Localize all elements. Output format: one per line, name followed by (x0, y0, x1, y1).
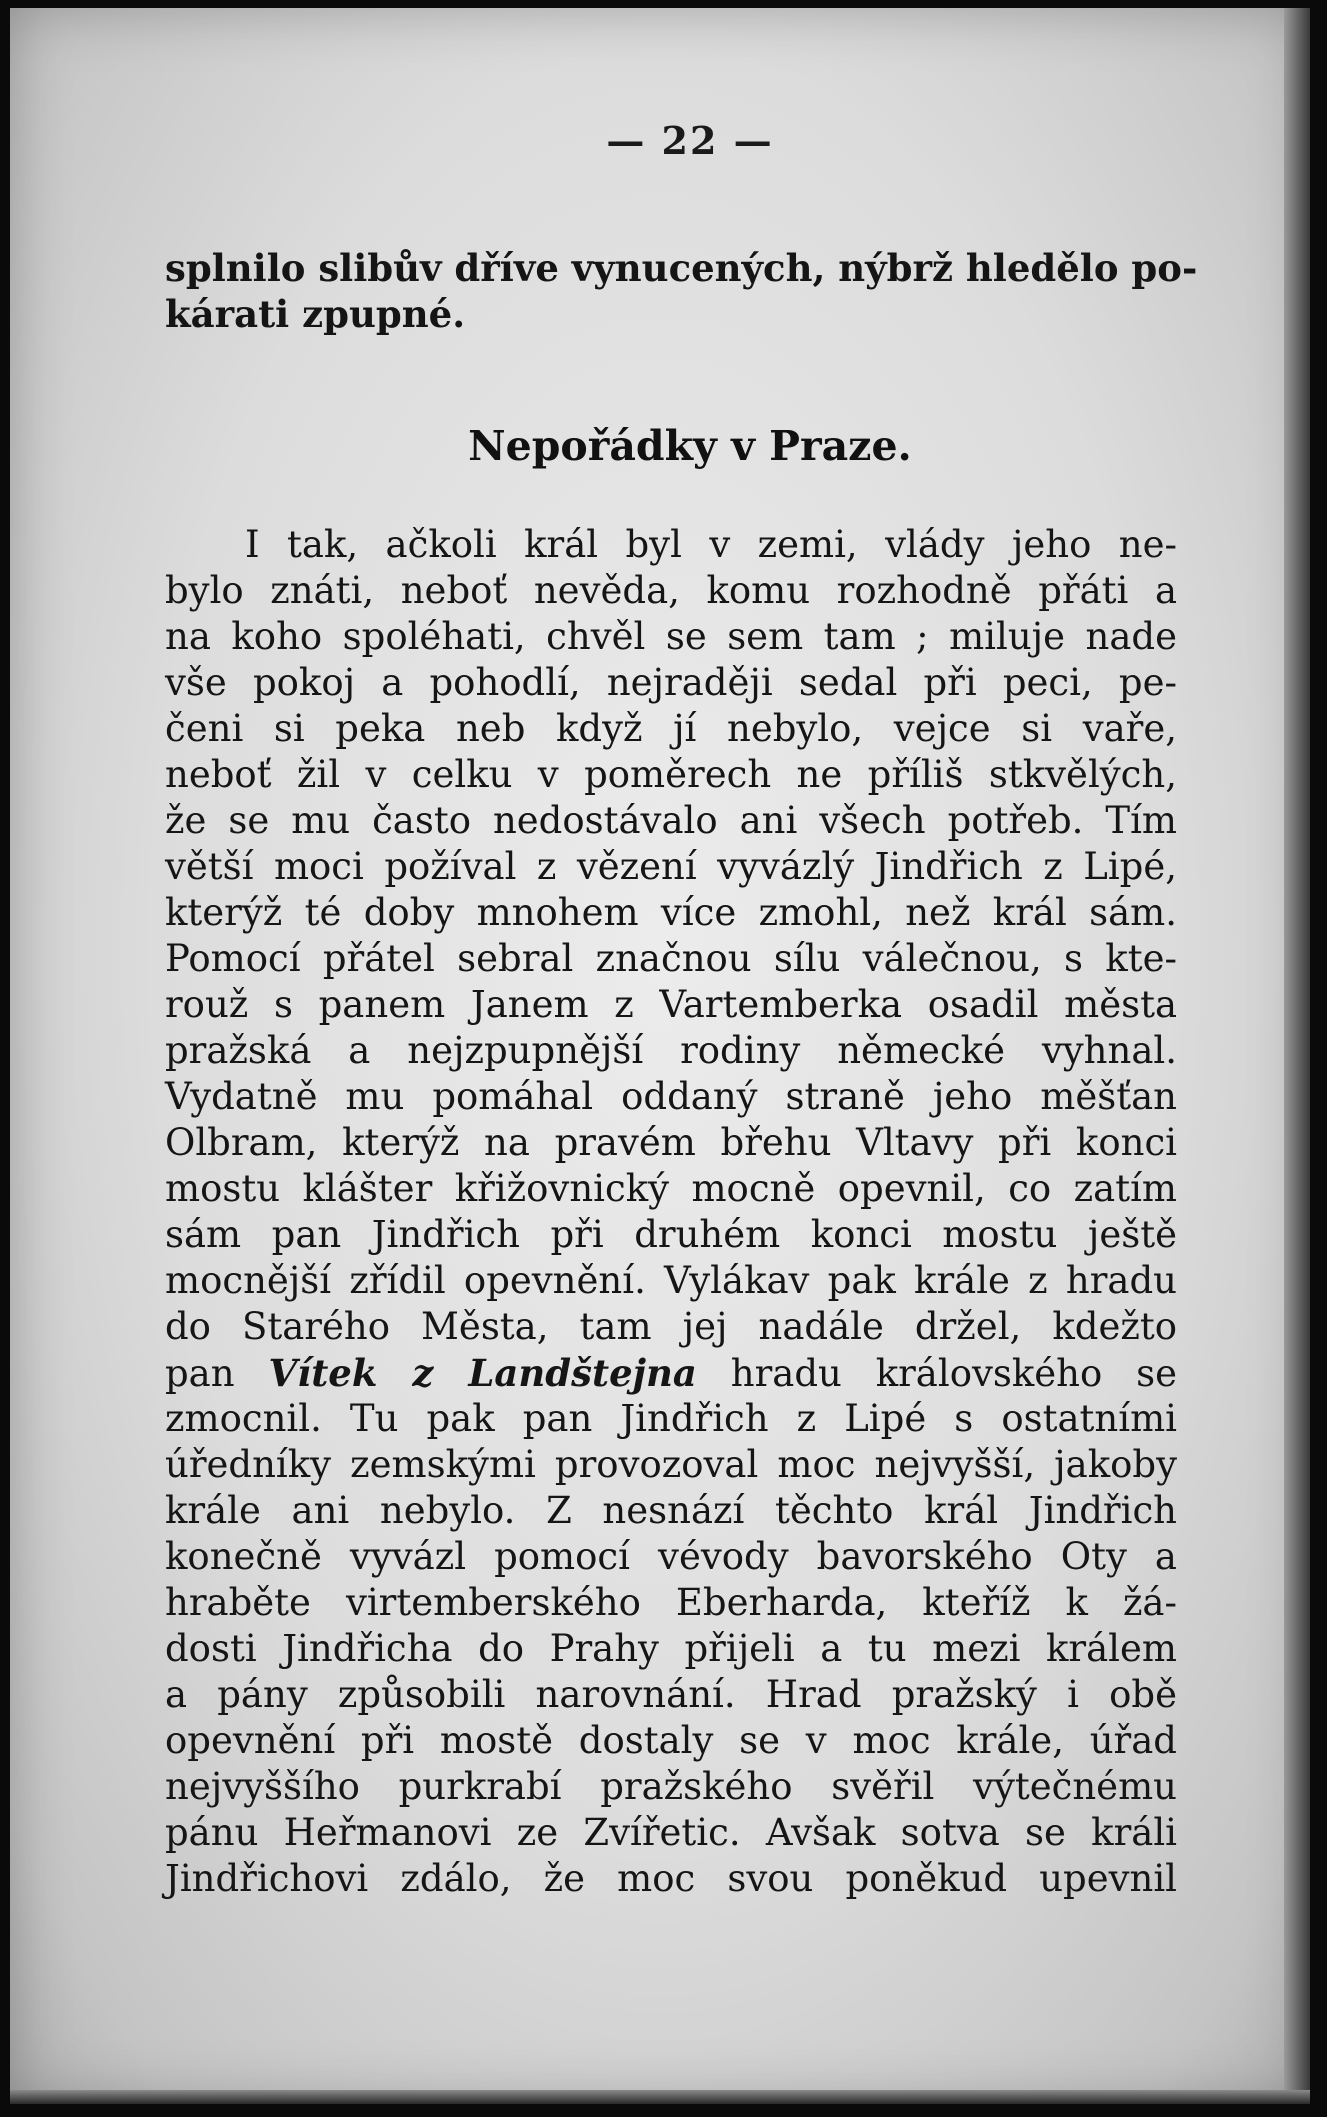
text-line: Jindřichovi zdálo, že moc svou poněkud upevnil (165, 1857, 1177, 1900)
text-segment: pan (165, 1352, 235, 1395)
text-line: mocnější zřídil opevnění. Vylákav pak krále z hradu (165, 1259, 1177, 1302)
text-line: dosti Jindřicha do Prahy přijeli a tu mezi králem (165, 1627, 1177, 1670)
text-line: zmocnil. Tu pak pan Jindřich z Lipé s ostatními (165, 1397, 1177, 1440)
text-line: úředníky zemskými provozoval moc nejvyšší, jakoby (165, 1443, 1177, 1486)
text-line: nejvyššího purkrabí pražského svěřil výtečnému (165, 1765, 1177, 1808)
text-line: že se mu často nedostávalo ani všech potřeb. Tím (165, 799, 1177, 842)
text-line: kárati zpupné. (165, 292, 466, 336)
text-line: vše pokoj a pohodlí, nejraději sedal při peci, pe- (165, 661, 1177, 704)
text-line: kterýž té doby mnohem více zmohl, než král sám. (165, 891, 1177, 934)
text-line: mostu klášter křižovnický mocně opevnil, co zatím (165, 1167, 1177, 1210)
text-line: konečně vyvázl pomocí vévody bavorského Oty a (165, 1535, 1177, 1578)
text-line: hraběte virtemberského Eberharda, kteříž k žá- (165, 1581, 1177, 1624)
italic-name: Vítek z Landštejna (268, 1351, 697, 1395)
text-line: opevnění při mostě dostaly se v moc krále, úřad (165, 1719, 1177, 1762)
page-number: — 22 — (606, 118, 774, 163)
text-line: Olbram, kterýž na pravém břehu Vltavy při konci (165, 1121, 1177, 1164)
text-line: splnilo slibův dříve vynucených, nýbrž hledělo po- (165, 246, 1198, 290)
page-edge-bottom (10, 2090, 1310, 2104)
text-line: bylo znáti, neboť nevěda, komu rozhodně přáti a (165, 569, 1177, 612)
text-line: neboť žil v celku v poměrech ne příliš stkvělých, (165, 753, 1177, 796)
text-line: a pány způsobili narovnání. Hrad pražský i obě (165, 1673, 1177, 1716)
text-line: Pomocí přátel sebral značnou sílu válečnou, s kte- (165, 937, 1177, 980)
text-line: čeni si peka neb když jí nebylo, vejce si vaře, (165, 707, 1177, 750)
text-line: větší moci požíval z vězení vyvázlý Jindřich z Lipé, (165, 845, 1177, 888)
text-line: krále ani nebylo. Z nesnází těchto král Jindřich (165, 1489, 1177, 1532)
text-line: na koho spoléhati, chvěl se sem tam ; miluje nade (165, 615, 1177, 658)
text-line: Vydatně mu pomáhal oddaný straně jeho měšťan (165, 1075, 1177, 1118)
text-line-with-italic (165, 1350, 1177, 1396)
text-line: pražská a nejzpupnější rodiny německé vyhnal. (165, 1029, 1177, 1072)
text-line: do Starého Města, tam jej nadále držel, kdežto (165, 1305, 1177, 1348)
text-line: sám pan Jindřich při druhém konci mostu ještě (165, 1213, 1177, 1256)
page-edge-right (1284, 8, 1310, 2104)
text-segment: hradu královského se (730, 1352, 1178, 1395)
text-line: I tak, ačkoli král byl v zemi, vlády jeho ne- (245, 523, 1177, 566)
intro-paragraph (165, 245, 1198, 337)
text-line: pánu Heřmanovi ze Zvířetic. Avšak sotva se králi (165, 1811, 1177, 1854)
section-heading: Nepořádky v Praze. (468, 422, 912, 470)
body-paragraph (165, 522, 1177, 1902)
text-line: rouž s panem Janem z Vartemberka osadil města (165, 983, 1177, 1026)
